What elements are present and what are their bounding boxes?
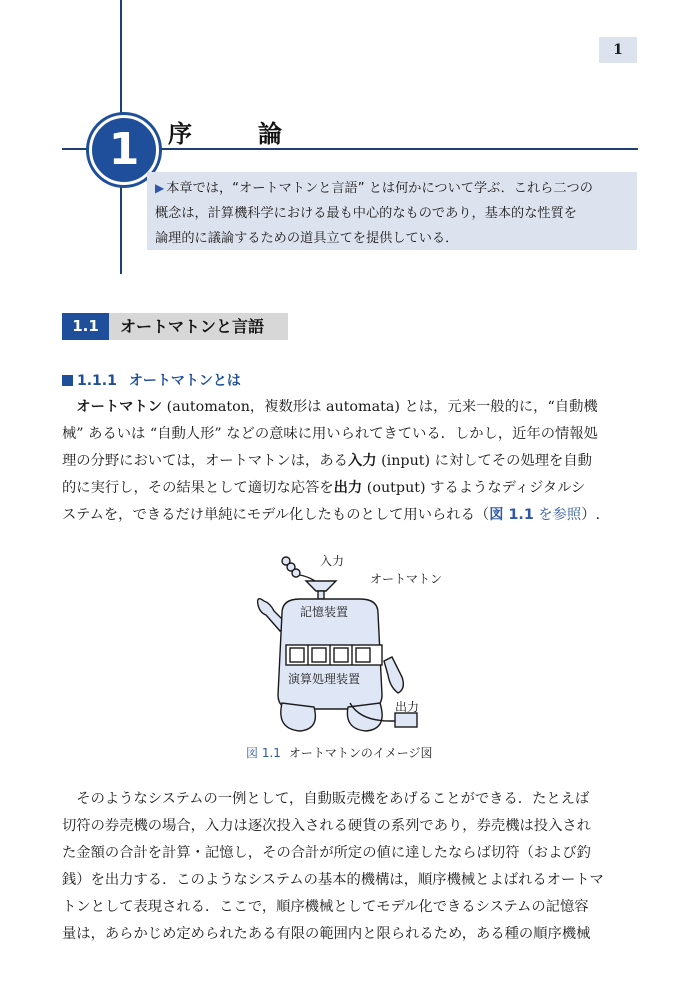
label-output: 出力 (395, 700, 420, 714)
robot-leg-left (281, 703, 316, 731)
input-funnel-icon (306, 581, 336, 591)
paragraph-line: オートマトン (automaton，複数形は automata) とは，元来一般的に，“自動機 (76, 399, 598, 415)
coin-icon (292, 569, 300, 577)
abstract-line: 概念は，計算機科学における最も中心的なものであり，基本的な性質を (155, 206, 577, 221)
section-title: オートマトンと言語 (120, 317, 265, 336)
subsection-number: 1.1.1 (77, 373, 117, 389)
label-input: 入力 (320, 554, 345, 568)
chapter-vertical-line-top (120, 0, 122, 118)
paragraph-line: 銭）を出力する．このようなシステムの基本的機構は，順序機械とよばれるオートマ (62, 872, 604, 888)
label-memory: 記憶装置 (300, 605, 349, 619)
chapter-abstract (147, 172, 637, 250)
triangle-bullet-icon: ▶ (155, 181, 165, 195)
paragraph-line: 的に実行し，その結果として適切な応答を出力 (output) するようなディジタルシ (62, 480, 586, 496)
chapter-vertical-line-bottom (120, 178, 122, 274)
figure-reference-link[interactable]: 図 1.1 を参照 (489, 507, 582, 523)
paragraph-2 (62, 786, 638, 948)
section-number: 1.1 (62, 313, 109, 340)
chapter-title: 序論 (168, 120, 348, 148)
automaton-illustration (240, 553, 470, 743)
paragraph-line: そのようなシステムの一例として，自動販売機をあげることができる．たとえば (62, 791, 590, 807)
output-box (395, 713, 417, 727)
square-bullet-icon (62, 375, 73, 386)
paragraph-line: 械” あるいは “自動人形” などの意味に用いられてきている．しかし，近年の情報処 (62, 426, 598, 442)
term-automaton: オートマトン (76, 399, 163, 415)
label-processor: 演算処理装置 (288, 672, 361, 686)
paragraph-line: トンとして表現される．ここで，順序機械としてモデル化できるシステムの記憶容 (62, 899, 589, 915)
paragraph-line: 切符の券売機の場合，入力は逐次投入される硬貨の系列であり，券売機は投入され (62, 818, 591, 834)
figure-caption (246, 744, 433, 761)
abstract-line: 論理的に議論するための道具立てを提供している． (155, 231, 459, 246)
paragraph-line: ステムを，できるだけ単純にモデル化したものとして用いられる（図 1.1 を参照）. (62, 507, 601, 523)
term-input: 入力 (347, 453, 377, 469)
figure-caption-number: 図 1.1 (246, 746, 281, 760)
label-automaton: オートマトン (370, 572, 443, 586)
paragraph-1 (62, 394, 638, 529)
chapter-number: 1 (108, 124, 140, 175)
paragraph-line: 量は，あらかじめ定められたある有限の範囲内と限られるため，ある種の順序機械 (62, 926, 591, 942)
page-number: 1 (599, 37, 637, 63)
subsection-heading (62, 370, 241, 390)
figure-caption-text: オートマトンのイメージ図 (288, 746, 433, 760)
paragraph-line: 理の分野においては，オートマトンは，ある入力 (input) に対してその処理を自動 (62, 453, 592, 469)
robot-arm-right (384, 657, 403, 693)
subsection-title: オートマトンとは (128, 373, 241, 389)
abstract-line: ▶ 本章では，“オートマトンと言語” とは何かについて学ぶ．これら二つの (155, 181, 593, 196)
section-heading (62, 313, 288, 340)
term-output: 出力 (333, 480, 363, 496)
paragraph-line: た金額の合計を計算・記憶し，その合計が所定の値に達したならば切符（および釣 (62, 845, 591, 861)
